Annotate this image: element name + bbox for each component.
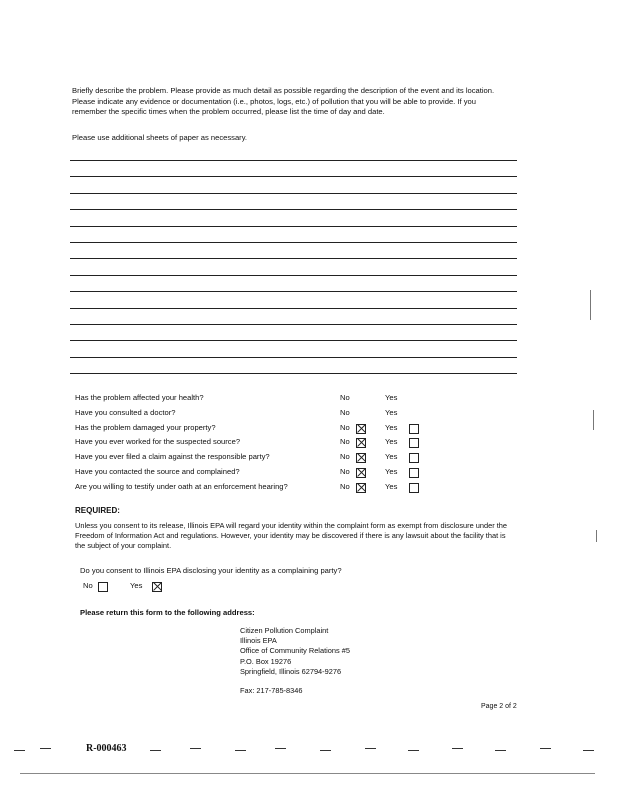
answer-no-checkbox[interactable] [356,453,366,463]
consent-question: Do you consent to Illinois EPA disclosing your identity as a complaining party? [80,566,342,575]
answer-yes-label: Yes [385,481,398,491]
question-text: Have you ever worked for the suspected source? [75,437,241,447]
answer-yes-checkbox[interactable] [409,424,419,434]
scan-dash [365,748,376,749]
question-row [75,393,515,406]
intro-instructions: Briefly describe the problem. Please provide as much detail as possible regarding the description of the event and its location. Please indicate any evidence or documentation (i.e., photos, logs, etc.) of pollution that you will be able to provide. If you remember the specific times when the problem occurred, please list the time of day and date. [72,86,495,117]
document-id: R-000463 [86,743,127,754]
address-line: Office of Community Relations #5 [240,646,350,656]
answer-yes-checkbox[interactable] [409,453,419,463]
writing-line [70,275,517,276]
required-heading: REQUIRED: [75,506,120,515]
answer-yes-label: Yes [385,467,398,476]
scan-dash [40,748,51,749]
writing-line [70,226,517,227]
scan-edge-mark [593,410,594,430]
question-row [75,482,515,495]
scan-dash [235,750,246,751]
writing-line [70,176,517,177]
question-text: Has the problem affected your health? [75,393,204,402]
scan-dash [495,750,506,751]
writing-line [70,209,517,210]
answer-no-label: No [340,407,350,417]
answer-yes-checkbox[interactable] [409,483,419,493]
consent-no-checkbox[interactable] [98,582,108,592]
question-text: Are you willing to testify under oath at an enforcement hearing? [75,481,288,491]
writing-line [70,160,517,161]
answer-no-label: No [340,437,350,447]
writing-line [70,242,517,243]
scan-dash [14,750,25,751]
answer-no-label: No [340,481,350,491]
question-row [75,467,515,480]
answer-no-checkbox[interactable] [356,424,366,434]
writing-line [70,291,517,292]
scan-edge-mark [590,290,591,320]
answer-no-label: No [340,393,350,402]
answer-no-checkbox[interactable] [356,483,366,493]
scan-dash [452,748,463,749]
question-text: Has the problem damaged your property? [75,422,216,432]
writing-line [70,324,517,325]
scan-dash [190,748,201,749]
answer-yes-label: Yes [385,452,398,462]
scan-baseline [20,773,595,774]
question-text: Have you ever filed a claim against the responsible party? [75,452,270,462]
scan-edge-mark [596,530,597,542]
writing-line [70,258,517,259]
writing-line [70,357,517,358]
fax-number: Fax: 217-785-8346 [240,686,303,695]
scan-dash [150,750,161,751]
answer-no-label: No [340,467,350,476]
scan-dash [275,748,286,749]
writing-line [70,373,517,374]
answer-yes-checkbox[interactable] [409,468,419,478]
consent-yes [130,581,142,590]
consent-no-label: No [83,581,93,590]
question-row [75,437,515,450]
answer-yes-label: Yes [385,422,398,432]
answer-yes-checkbox[interactable] [409,438,419,448]
address-line: Citizen Pollution Complaint [240,626,329,635]
question-text: Have you contacted the source and complained? [75,467,240,476]
answer-yes-label: Yes [385,393,398,402]
consent-no [83,581,93,590]
address-line: Illinois EPA [240,636,277,646]
mailing-address [240,626,350,677]
answer-no-label: No [340,422,350,432]
page-number: Page 2 of 2 [481,703,517,710]
return-instructions: Please return this form to the following address: [80,608,255,617]
question-row [75,452,515,465]
address-line: P.O. Box 19276 [240,656,292,666]
scan-dash [540,748,551,749]
question-text: Have you consulted a doctor? [75,407,176,417]
scan-dash [320,750,331,751]
answer-yes-label: Yes [385,437,398,447]
answer-no-label: No [340,452,350,462]
required-text: Unless you consent to its release, Illinois EPA will regard your identity within the complaint form as exempt from disclosure under the Freedom of Information Act and regulations. However, your identity may be discovered if there is any lawsuit about the facility that is the subject of your complaint. [75,521,508,550]
address-line: Springfield, Illinois 62794-9276 [240,666,342,676]
scan-dash [408,750,419,751]
additional-sheets-note: Please use additional sheets of paper as necessary. [72,133,248,142]
writing-line [70,340,517,341]
question-row [75,423,515,436]
answer-no-checkbox[interactable] [356,468,366,478]
answer-no-checkbox[interactable] [356,438,366,448]
writing-line [70,193,517,194]
scan-dash [583,750,594,751]
writing-line [70,308,517,309]
answer-yes-label: Yes [385,407,398,417]
question-row [75,408,515,421]
consent-yes-checkbox[interactable] [152,582,162,592]
consent-yes-label: Yes [130,581,143,590]
